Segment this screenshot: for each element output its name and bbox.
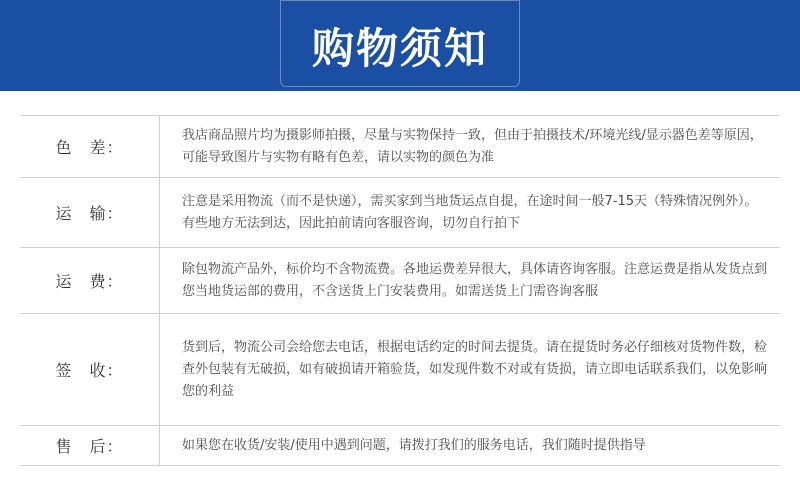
row-label-freight: 运 费： [20,248,160,313]
shopping-notice-table [20,115,780,466]
table-row [20,426,780,466]
row-text: 货到后，物流公司会给您去电话，根据电话约定的时间去提货。请在提货时务必仔细核对货物件数，检查外包装有无破损，如有破损请开箱验货，如发现件数不对或有货损，请立即电话联系我们，以免影响您的利益 [182,339,768,399]
row-label-receipt: 签 收： [20,314,160,425]
row-text: 如果您在收货/安装/使用中遇到问题，请拨打我们的服务电话，我们随时提供指导 [182,437,646,453]
row-content-shipping [160,178,780,247]
banner-divider [0,91,800,105]
row-label-after-sales: 售 后： [20,426,160,465]
row-content-receipt [160,314,780,425]
table-row [20,314,780,426]
row-text: 我店商品照片均为摄影师拍摄，尽量与实物保持一致，但由于拍摄技术/环境光线/显示器色差等原因，可能导致图片与实物有略有色差，请以实物的颜色为准 [182,127,763,165]
row-label-shipping: 运 输： [20,178,160,247]
table-row [20,178,780,248]
row-text: 注意是采用物流（而不是快递），需买家到当地货运点自提，在途时间一般7-15天（特殊情况例外）。有些地方无法到达，因此拍前请向客服咨询，切勿自行拍下 [182,193,758,231]
row-content-after-sales [160,426,780,465]
row-content-freight [160,248,780,313]
table-row [20,248,780,314]
row-text: 除包物流产品外，标价均不含物流费。各地运费差异很大，具体请咨询客服。注意运费是指从发货点到您当地货运部的费用，不含送货上门安装费用。如需送货上门需咨询客服 [182,261,768,299]
table-row [20,116,780,178]
page-title: 购物须知 [311,23,488,73]
row-label-color-difference: 色 差： [20,116,160,177]
row-content-color-difference [160,116,780,177]
